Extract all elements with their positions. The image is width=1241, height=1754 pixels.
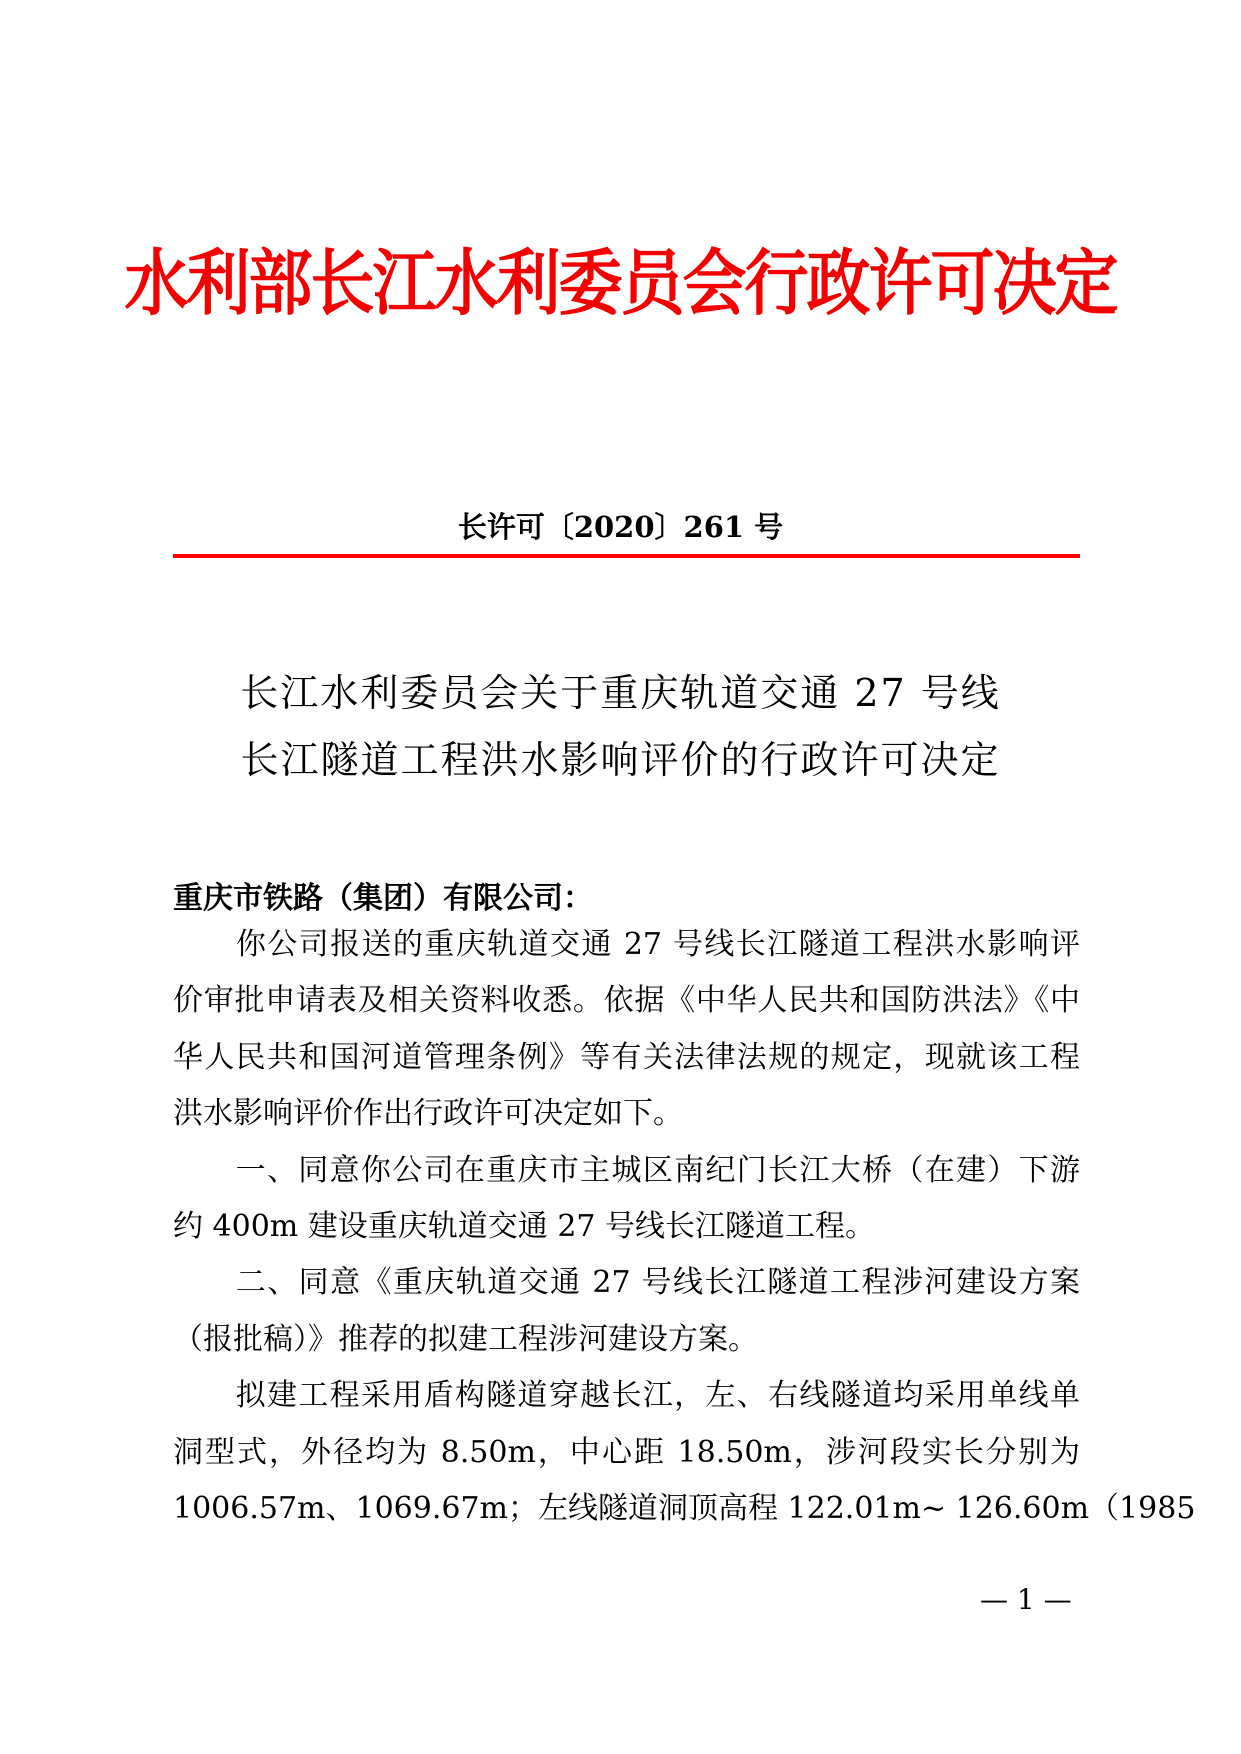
body-line: 价审批申请表及相关资料收悉。依据《中华人民共和国防洪法》《中 [173, 983, 1080, 1019]
document-heading-line-1: 长江水利委员会关于重庆轨道交通 27 号线 [240, 671, 1001, 715]
body-line: 1006.57m、1069.67m；左线隧道洞顶高程 122.01m~ 126.60m（1985 [173, 1490, 1196, 1526]
body-text [173, 927, 1196, 1547]
addressee: 重庆市铁路（集团）有限公司： [173, 881, 593, 916]
document-header-title: 水利部长江水利委员会行政许可决定 [124, 243, 1117, 327]
body-line: （报批稿）》推荐的拟建工程涉河建设方案。 [173, 1321, 758, 1357]
body-line: 一、同意你公司在重庆市主城区南纪门长江大桥（在建）下游 [173, 1152, 1080, 1188]
document-heading-line-2: 长江隧道工程洪水影响评价的行政许可决定 [240, 738, 1001, 782]
body-line: 你公司报送的重庆轨道交通 27 号线长江隧道工程洪水影响评 [173, 927, 1080, 962]
body-line: 约 400m 建设重庆轨道交通 27 号线长江隧道工程。 [173, 1208, 876, 1244]
body-line: 洪水影响评价作出行政许可决定如下。 [173, 1096, 683, 1132]
red-divider [173, 554, 1080, 558]
body-line: 洞型式，外径均为 8.50m，中心距 18.50m，涉河段实长分别为 [173, 1434, 1080, 1470]
page-number: — 1 — [980, 1583, 1072, 1616]
body-line: 二、同意《重庆轨道交通 27 号线长江隧道工程涉河建设方案 [173, 1265, 1080, 1301]
document-number: 长许可〔2020〕261 号 [457, 510, 784, 544]
body-line: 拟建工程采用盾构隧道穿越长江，左、右线隧道均采用单线单 [173, 1378, 1080, 1414]
body-line: 华人民共和国河道管理条例》等有关法律法规的规定，现就该工程 [173, 1039, 1080, 1075]
